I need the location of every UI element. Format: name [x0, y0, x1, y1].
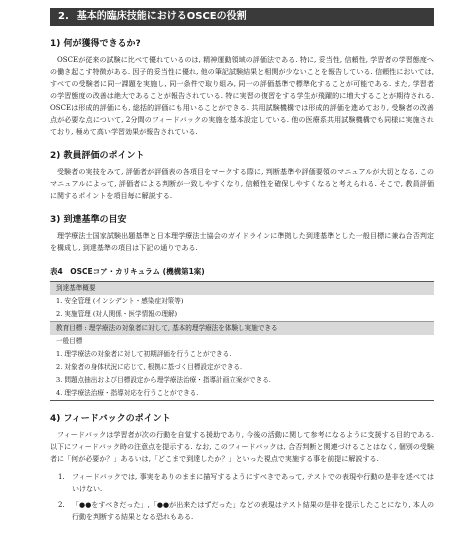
table-row: 3. 問題点抽出および目標設定から理学療法治療・指導計画立案ができる. — [56, 376, 271, 384]
heading-teacher-evaluation: 2) 教員評価のポイント — [50, 151, 145, 161]
section-header — [50, 8, 434, 26]
table-group1-header: 到達基準概要 — [50, 282, 434, 295]
table-caption: 表4 OSCEコア・カリキュラム (機構第1案) — [50, 267, 205, 276]
table-row: 1. 安全管理 (インシデント・感染症対策等) — [56, 297, 184, 305]
list-item: 1. フィードバックでは, 事実をありのままに描写するようにすべきであって, テストでの表現や行動の是非を述べてはいけない. — [58, 473, 434, 493]
heading-feedback: 4) フィードバックのポイント — [50, 414, 171, 424]
paragraph-what-acquired: OSCEが従来の試験に比べて優れているのは, 精神運動領域の評価法である. 特に, 妥当性, 信頼性, 学習者の学習態度への働き起こす特徴がある. 因子的妥当性に優れ, 他の筆記試験結果と相関が少ないことを報告している. 信頼性においては, すべての受験者に同一課題を実施し, 同一条件で取り組み, 同一の評価基準で標準化することが可能である. また, 学習者の学習態度の改善は絶大であることが報告されている. 特に実習の復習をする学生が飛躍的に増大することが期待される. OSCEは形成的評価にも, 総括的評価にも用いることができる. 共用試験機構では形成的評価を進めており, 受験者の改善点が必要な点について, 2分間のフィードバックの実施を基本設定している. 他の医療系共用試験機構でも同様に実施されており, 極めて高い学習効果が報告されている. — [50, 56, 434, 136]
paragraph-teacher-evaluation: 受験者の実技をみて, 評価者が評価表の各項目をマークする際に, 判断基準や評価要領のマニュアルが大切となる. このマニュアルによって, 評価者による判断が一致しやすくなり, 信頼性を確保しやすくなると考えられる. そこで, 教員評価に関するポイントを項目毎に解説する. — [50, 168, 434, 200]
heading-achievement-criteria: 3) 到達基準の目安 — [50, 215, 127, 225]
paragraph-achievement-criteria: 理学療法士国家試験出題基準と日本理学療法士協会のガイドラインに準拠した到達基準とした一般目標に兼ね合否判定を構成し, 到達基準の項目は下記の通りである. — [50, 232, 434, 252]
table-row: 4. 理学療法治療・指導対応を行うことができる. — [56, 389, 199, 397]
section-number: 2. — [58, 11, 69, 22]
table-group2-header: 教育目標 : 理学療法の対象者に対して, 基本的理学療法を体験し実施できる — [50, 321, 434, 335]
table-row: 2. 実施管理 (対人関係・医学情報の理解) — [56, 310, 178, 318]
list-item: 2. 「●●をすべきだった」,「●●が出来たはずだった」などの表現はテスト結果の是非を提示したことになり, 本人の行動を判断する結果となる恐れもある. — [58, 501, 434, 521]
feedback-list — [50, 471, 434, 523]
paragraph-feedback: フィードバックは学習者が次の行動を自覚する援助であり, 今後の活動に関して参考になるように支援する目的である. 以下にフィードバック時の注意点を提示する. なお, このフィードバックは, 合否判断と関連づけることはなく, 個別の受験者に「何が必要か？」あるいは,「どこまで到達したか？」といった視点で実施する事を前提に解説する. — [50, 431, 434, 463]
table-row: 1. 理学療法の対象者に対して初期評価を行うことができる. — [56, 350, 232, 358]
section-title: 基本的臨床技能におけるOSCEの役割 — [76, 11, 247, 22]
curriculum-table — [50, 281, 434, 401]
heading-what-acquired: 1) 何が獲得できるか? — [50, 39, 141, 49]
table-group2-subheader: 一般目標 — [56, 337, 83, 345]
table-row: 2. 対象者の身体状況に応じて, 根拠に基づく目標設定ができる. — [56, 363, 243, 371]
